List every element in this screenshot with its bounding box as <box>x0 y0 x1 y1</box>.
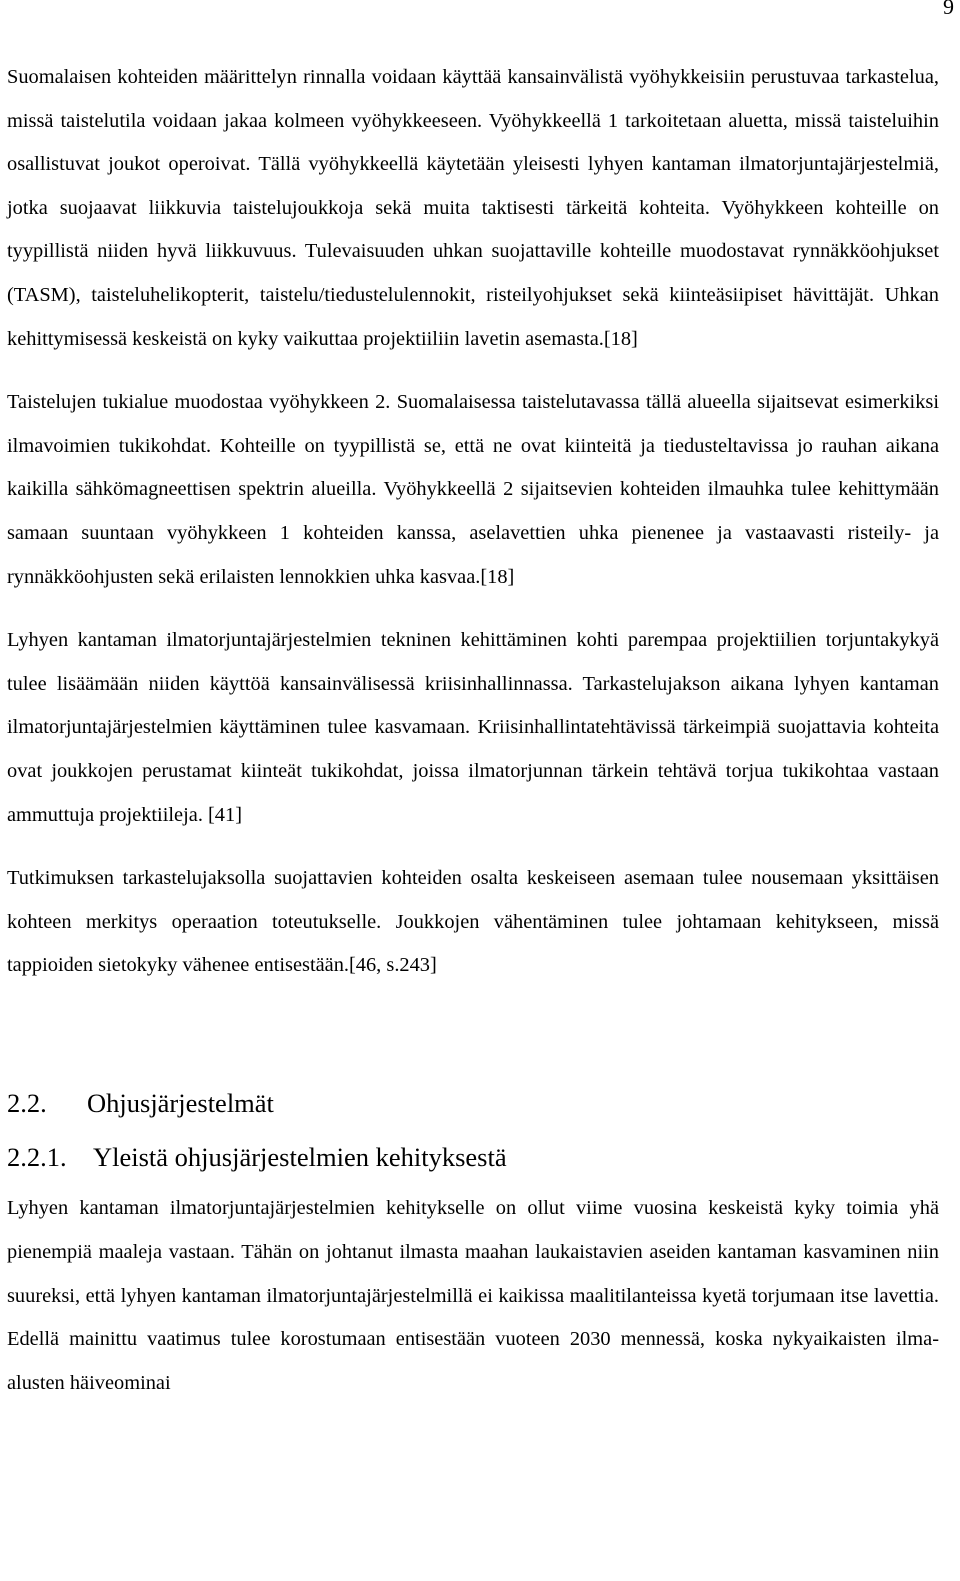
section-spacer <box>7 1008 939 1088</box>
paragraph-missile-development: Lyhyen kantaman ilmatorjuntajärjestelmien kehitykselle on ollut viime vuosina keskeistä kyky toimia yhä pienempiä maaleja vastaan. Tähän on johtanut ilmasta maahan laukaistavien aseiden kantaman kasvaminen niin suureksi, että lyhyen kantaman ilmatorjuntajärjestelmillä ei kaikissa maalitilanteissa kyetä torjumaan itse lavettia. Edellä mainittu vaatimus tulee korostumaan entisestään vuoteen 2030 mennessä, koska nykyaikaisten ilma-alusten häiveominai <box>7 1197 939 1394</box>
document-body <box>7 56 939 1405</box>
section-heading <box>7 1088 939 1120</box>
paragraph-zone-1: Suomalaisen kohteiden määrittelyn rinnalla voidaan käyttää kansainvälistä vyöhykkeisiin perustuvaa tarkastelua, missä taistelutila voidaan jakaa kolmeen vyöhykkeeseen. Vyöhykkeellä 1 tarkoitetaan aluetta, missä taisteluihin osallistuvat joukot operoivat. Tällä vyöhykkeellä käytetään yleisesti lyhyen kantaman ilmatorjuntajärjestelmiä, jotka suojaavat liikkuvia taistelujoukkoja sekä muita taktisesti tärkeitä kohteita. Vyöhykkeen kohteille on tyypillistä niiden hyvä liikkuvuus. Tulevaisuuden uhkan suojattaville kohteille muodostavat rynnäkköohjukset (TASM), taisteluhelikopterit, taistelu/tiedustelulennokit, risteilyohjukset sekä kiinteäsiipiset hävittäjät. Uhkan kehittymisessä keskeistä on kyky vaikuttaa projektiiliin lavetin asemasta.[18] <box>7 66 939 350</box>
subsection-number: 2.2.1. <box>7 1141 67 1172</box>
paragraph-research-period: Tutkimuksen tarkastelujaksolla suojattavien kohteiden osalta keskeiseen asemaan tulee nousemaan yksittäisen kohteen merkitys operaation toteutukselle. Joukkojen vähentäminen tulee johtamaan kehitykseen, missä tappioiden sietokyky vähenee entisestään.[46, s.243] <box>7 867 939 977</box>
page-number: 9 <box>943 0 954 19</box>
subsection-heading <box>7 1142 939 1174</box>
section-title: Ohjusjärjestelmät <box>87 1087 274 1118</box>
paragraph-zone-2: Taistelujen tukialue muodostaa vyöhykkeen 2. Suomalaisessa taistelutavassa tällä alueella sijaitsevat esimerkiksi ilmavoimien tukikohdat. Kohteille on tyypillistä se, että ne ovat kiinteitä ja tiedusteltavissa jo rauhan aikana kaikilla sähkömagneettisen spektrin alueilla. Vyöhykkeellä 2 sijaitsevien kohteiden ilmauhka tulee kehittymään samaan suuntaan vyöhykkeen 1 kohteiden kanssa, aselavettien uhka pienenee ja vastaavasti risteily- ja rynnäkköohjusten sekä erilaisten lennokkien uhka kasvaa.[18] <box>7 391 939 588</box>
section-number: 2.2. <box>7 1087 47 1118</box>
subsection-title: Yleistä ohjusjärjestelmien kehityksestä <box>93 1141 507 1172</box>
paragraph-short-range-development: Lyhyen kantaman ilmatorjuntajärjestelmien tekninen kehittäminen kohti parempaa projektiilien torjuntakykyä tulee lisäämään niiden käyttöä kansainvälisessä kriisinhallinnassa. Tarkastelujakson aikana lyhyen kantaman ilmatorjuntajärjestelmien käyttäminen tulee kasvamaan. Kriisinhallintatehtävissä tärkeimpiä suojattavia kohteita ovat joukkojen perustamat kiinteät tukikohdat, joissa ilmatorjunnan tärkein tehtävä torjua tukikohtaa vastaan ammuttuja projektiileja. [41] <box>7 629 939 826</box>
